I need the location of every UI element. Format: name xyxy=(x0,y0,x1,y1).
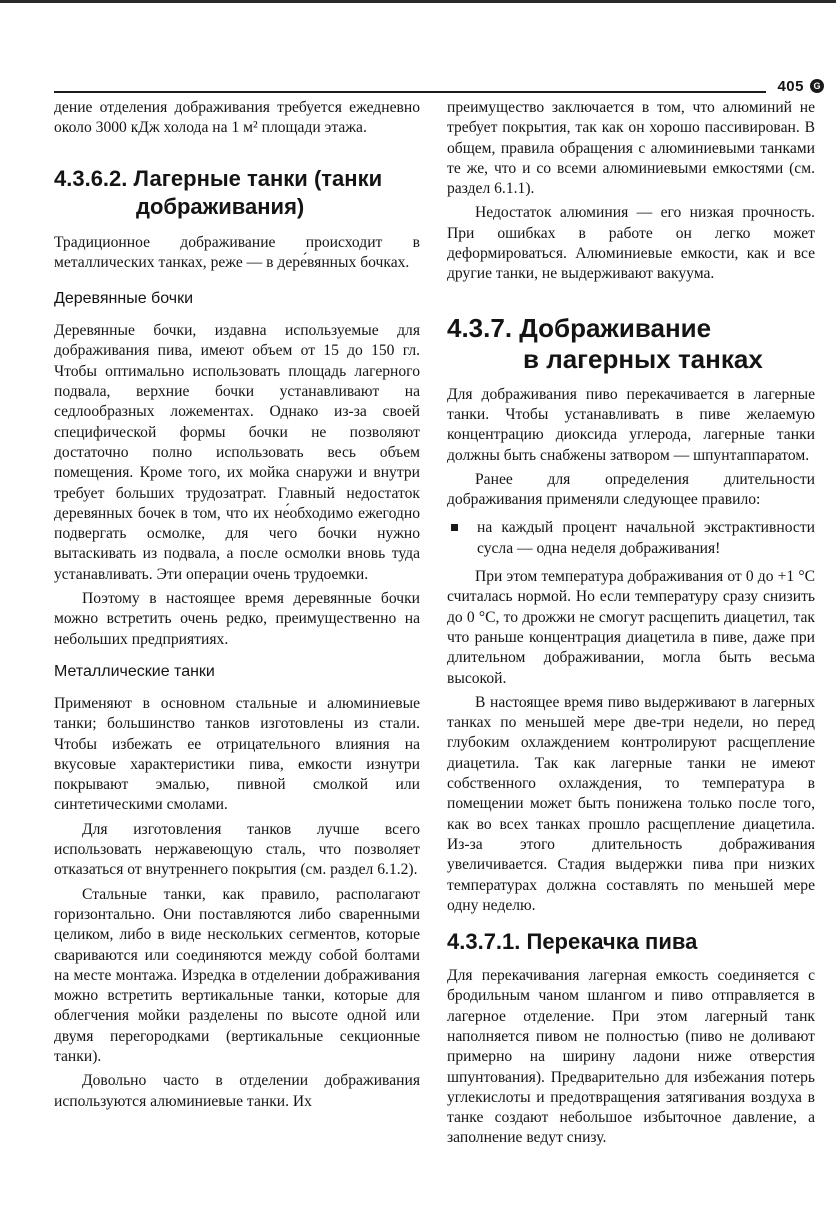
paragraph-aluminium-2: Недостаток алюминия — его низкая прочность. При ошибках в работе он легко может деформироваться. Алюминиевые емкости, как и все другие танки, не выдерживают вакуума. xyxy=(447,204,815,283)
paragraph-traditional: Традиционное дображивание происходит в металлических танках, реже — в дере́вянных бочках. xyxy=(54,233,420,271)
heading-4-3-6-2 xyxy=(54,165,420,221)
list-item xyxy=(447,518,815,559)
header-rule xyxy=(54,91,766,93)
heading-number: 4.3.7. xyxy=(447,312,513,343)
heading-4-3-7 xyxy=(447,313,815,375)
page-number: 405 xyxy=(777,78,804,95)
paragraph-4-3-7-d: В настоящее время пиво выдерживают в лагерных танках по меньшей мере две-три недели, но перед глубоким охлаждением контролируют расщепление диацетила. Так как лагерные танки не имеют собственного охлаждения, то температура в помещении может быть понижена только после того, как во всех танках прошло расщепление диацетила. Из-за этого длительность дображивания увеличивается. Стадия выдержки пива при низких температурах должна составлять по меньшей мере одну неделю. xyxy=(447,693,815,914)
chapter-marker-icon: G xyxy=(810,79,824,93)
paragraph-wooden-2: Поэтому в настоящее время деревянные бочки можно встретить очень редко, преимущественно на небольших предприятиях. xyxy=(54,590,420,648)
right-column xyxy=(447,98,815,1149)
heading-line-1: Лагерные танки (танки xyxy=(133,165,383,191)
paragraph-metal-1: Применяют в основном стальные и алюминиевые танки; большинство танков изготовлены из стали. Чтобы избежать ее отрицательного влияния на вкусовые характеристики пива, емкости изнутри покрывают эмалью, пивной смолкой или синтетическими смолами. xyxy=(54,694,420,814)
list-item-text: на каждый процент начальной экстрактивности сусла — одна неделя дображивания! xyxy=(477,519,815,557)
heading-4-3-7-1: 4.3.7.1. Перекачка пива xyxy=(447,929,698,955)
heading-number: 4.3.6.2. xyxy=(54,165,128,191)
paragraph-aluminium-1: преимущество заключается в том, что алюминий не требует покрытия, так как он хорошо пассивирован. В общем, правила обращения с алюминиевыми танками те же, что и со всеми алюминиевыми емкостями (см. раздел 6.1.1). xyxy=(447,99,815,198)
paragraph-metal-2: Для изготовления танков лучше всего использовать нержавеющую сталь, что позволяет отказаться от внутреннего покрытия (см. раздел 6.1.2). xyxy=(54,820,420,879)
paragraph-4-3-7-b: Ранее для определения длительности дображивания применяли следующее правило: xyxy=(447,470,815,509)
top-edge-rule xyxy=(0,0,836,3)
paragraph-4-3-7-1: Для перекачивания лагерная емкость соединяется с бродильным чаном шлангом и пиво отправляется в лагерное отделение. При этом лагерный танк наполняется пивом не полностью (пиво не доливают примерно на ширину ладони ниже отверстия шпунтования). Предварительно для избежания потерь углекислоты и предотвращения затягивания воздуха в танке создают небольшое избыточное давление, а заполнение ведут снизу. xyxy=(447,967,815,1147)
rule-list xyxy=(447,518,815,559)
heading-line-2: в лагерных танках xyxy=(523,343,763,374)
heading-line-1: Дображивание xyxy=(519,312,712,343)
subheading-wooden-barrels: Деревянные бочки xyxy=(54,290,194,308)
paragraph-metal-4: Довольно часто в отделении дображивания используются алюминиевые танки. Их xyxy=(54,1072,420,1110)
left-column xyxy=(54,98,420,1112)
square-bullet-icon xyxy=(451,524,458,531)
paragraph-4-3-7-a: Для дображивания пиво перекачивается в лагерные танки. Чтобы устанавливать в пиве желаемую концентрацию диоксида углерода, лагерные танки должны быть снабжены затвором — шпунтаппаратом. xyxy=(447,385,815,464)
paragraph-wooden-1: Деревянные бочки, издавна используемые для дображивания пива, имеют объем от 15 до 150 гл. Чтобы оптимально использовать площадь лагерного подвала, верхние бочки устанавливают на седлообразных ложементах. Однако из-за своей специфической формы бочки не позволяют достаточно полно использовать весь объем помещения. Кроме того, их мойка снаружи и внутри требует больших трудозатрат. Главный недостаток деревянных бочек в том, что их не́обходимо ежегодно подвергать осмолке, для чего бочки нужно вытаскивать из подвала, а после осмолки вновь туда устанавливать. Эти операции очень трудоемки. xyxy=(54,322,420,583)
subheading-metal-tanks: Металлические танки xyxy=(54,662,215,680)
page-header xyxy=(54,74,826,96)
paragraph-metal-3: Стальные танки, как правило, располагают горизонтально. Они поставляются либо сваренными целиком, либо в виде нескольких сегментов, которые свариваются или соединяются между собой болтами на месте монтажа. Изредка в отделении дображивания можно встретить вертикальные танки, которые для облегчения мойки разделены по высоте одной или двумя перегородками (вертикальные секционные танки). xyxy=(54,885,420,1065)
heading-line-2: дображивания) xyxy=(136,193,305,219)
paragraph-intro: дение отделения дображивания требуется ежедневно около 3000 кДж холода на 1 м² площади этажа. xyxy=(54,99,420,137)
paragraph-4-3-7-c: При этом температура дображивания от 0 до +1 °С считалась нормой. Но если температуру сразу снизить до 0 °С, то дрожжи не смогут расщепить диацетил, так что раньше концентрация диацетила в пиве, даже при длительном дображивании, могла быть весьма высокой. xyxy=(447,568,815,687)
